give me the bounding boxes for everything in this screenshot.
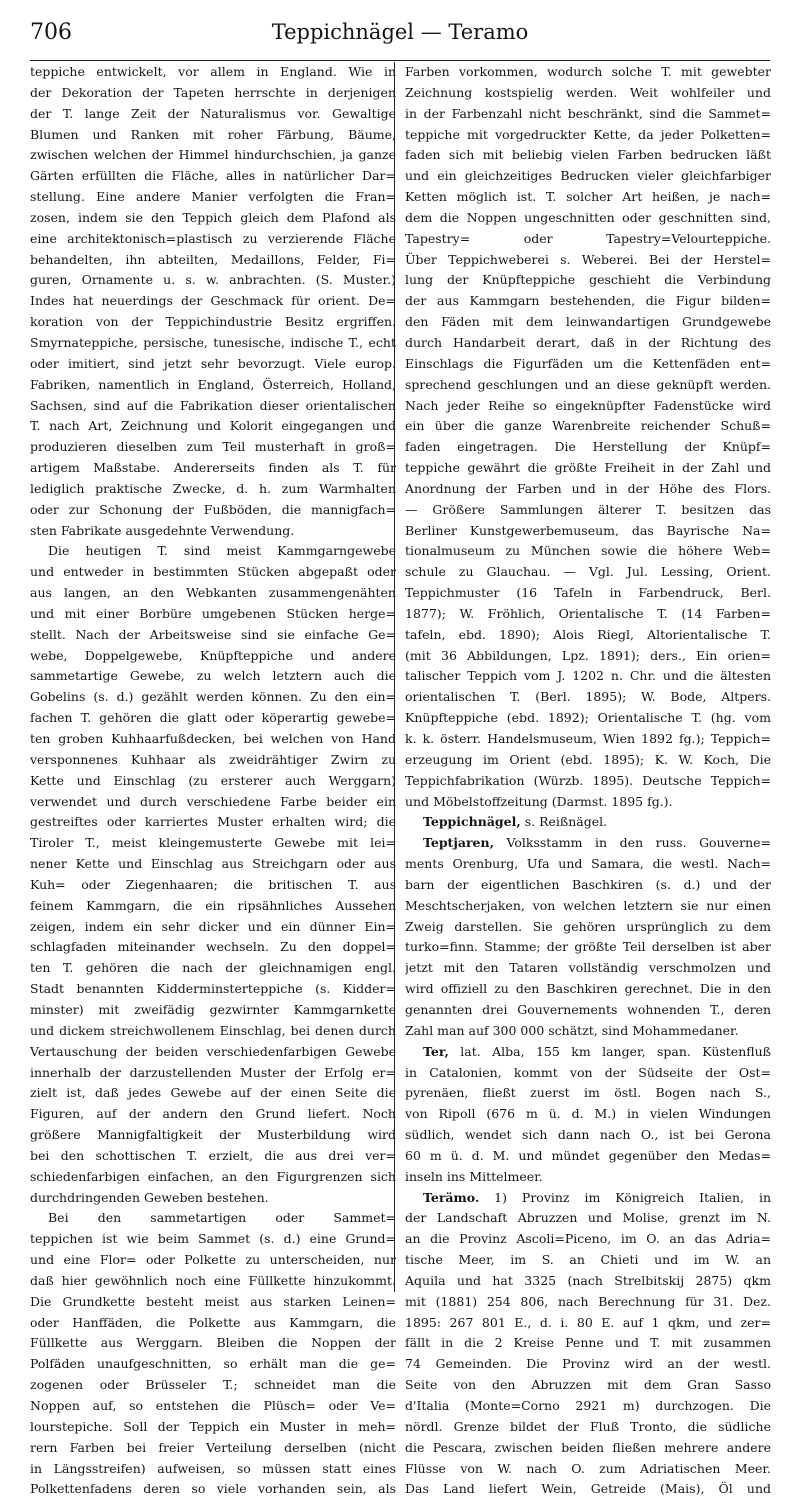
text-line: verwendet und durch verschiedene Farbe beider ein	[30, 793, 396, 809]
text-line: minster) mit zweifädig gezwirnter Kammgarnkette	[30, 1001, 396, 1017]
text-line: webe, Doppelgewebe, Knüpfteppiche und andere	[30, 647, 396, 663]
text-line: schiedenfarbigen einfachen, an den Figurgrenzen sich	[30, 1168, 396, 1184]
text-line: in der Farbenzahl nicht beschränkt, sind die Sammet=	[405, 105, 771, 121]
text-line: Teppichnägel, s. Reißnägel.	[423, 814, 608, 830]
text-line: k. k. österr. Handelsmuseum, Wien 1892 fg.); Teppich=	[405, 731, 771, 746]
text-line: teppiche gewährt die größte Freiheit in der Zahl und	[405, 460, 771, 476]
text-line: orientalischen T. (Berl. 1895); W. Bode, Altpers.	[405, 689, 771, 705]
text-line: von Ripoll (676 m ü. d. M.) in vielen Windungen	[405, 1106, 771, 1122]
text-line: ein über die ganze Warenbreite reichender Schuß=	[405, 418, 771, 434]
text-line: lediglich praktische Zwecke, d. h. zum Warmhalten	[30, 480, 396, 496]
running-head: Teppichnägel — Teramo	[271, 20, 529, 44]
text-line: Sachsen, sind auf die Fabrikation dieser orientalischen	[30, 397, 396, 413]
text-line: sprechend geschlungen und an diese geknüpft werden.	[405, 376, 771, 392]
text-line: Blumen und Ranken mit roher Färbung, Bäume,	[30, 126, 396, 142]
text-line: wird offiziell zu den Baschkiren gerechnet. Die in den	[405, 981, 771, 997]
text-line: lourstepiche. Soll der Teppich ein Muster in meh=	[30, 1418, 396, 1434]
text-line: Über Teppichweberei s. Weberei. Bei der Herstel=	[405, 251, 771, 267]
text-line: 1895: 267 801 E., d. i. 80 E. auf 1 qkm, und zer=	[405, 1314, 771, 1330]
text-line: Einschlags die Figurfäden um die Kettenfäden ent=	[405, 355, 771, 371]
entry-headword: Teppichnägel,	[423, 814, 521, 830]
text-line: Teppichmuster (16 Tafeln in Farbendruck, Berl.	[405, 585, 771, 601]
text-line: behandelten, ihn abteilten, Medaillons, Felder, Fi=	[30, 251, 396, 267]
text-line: tionalmuseum zu München sowie die höhere Web=	[405, 543, 771, 559]
text-line: faden eingetragen. Die Herstellung der Knüpf=	[405, 439, 771, 455]
text-line: Berliner Kunstgewerbemuseum, das Bayrische Na=	[405, 522, 771, 538]
text-line: zogenen oder Brüsseler T.; schneidet man die	[30, 1377, 396, 1393]
text-line: südlich, wendet sich dann nach O., ist bei Gerona	[405, 1127, 771, 1143]
text-line: genannten drei Gouvernements wohnenden T., deren	[405, 1001, 771, 1017]
text-line: turko=finn. Stamme; der größte Teil derselben ist aber	[405, 939, 771, 955]
text-line: koration von der Teppichindustrie Besitz ergriffen.	[30, 314, 396, 330]
text-line: ten groben Kuhhaarfußdecken, bei welchen von Hand	[30, 731, 396, 746]
text-line: oder imitiert, sind jetzt sehr bevorzugt. Viele europ.	[30, 355, 396, 371]
text-line: Die heutigen T. sind meist Kammgarngewebe	[48, 543, 396, 559]
text-line: dem die Noppen ungeschnitten oder geschnitten sind,	[405, 209, 771, 225]
text-line: Nach jeder Reihe so eingeknüpfter Fadenstücke wird	[405, 397, 771, 413]
text-line: ments Orenburg, Ufa und Samara, die westl. Nach=	[405, 856, 771, 872]
text-line: Kette und Einschlag (zu ersterer auch Werggarn)	[30, 772, 396, 788]
text-line: Zeichnung kostspielig werden. Weit wohlfeiler und	[405, 84, 771, 100]
text-line: Vertauschung der beiden verschiedenfarbigen Gewebe	[30, 1043, 396, 1059]
text-line: oder zur Schonung der Fußböden, die mannigfach=	[30, 501, 396, 517]
text-line: teppiche entwickelt, vor allem in England. Wie in	[30, 64, 396, 79]
text-line: Flüsse von W. nach O. zum Adriatischen Meer.	[405, 1460, 771, 1476]
text-line: Füllkette aus Werggarn. Bleiben die Noppen der	[30, 1335, 396, 1351]
text-line: teppiche mit vorgedruckter Kette, da jeder Polketten=	[405, 126, 771, 142]
text-line: größere Mannigfaltigkeit der Musterbildung wird	[30, 1127, 396, 1143]
text-line: die Pescara, zwischen beiden fließen mehrere andere	[405, 1439, 771, 1455]
text-line: stellt. Nach der Arbeitsweise sind sie einfache Ge=	[30, 626, 396, 642]
text-line: Terämo. 1) Provinz im Königreich Italien, in	[423, 1189, 771, 1205]
text-line: rern Farben bei freier Verteilung derselben (nicht	[30, 1439, 396, 1455]
text-line: Polkettenfadens deren so viele vorhanden sein, als	[30, 1481, 396, 1497]
text-line: Kuh= oder Ziegenhaaren; die britischen T. aus	[30, 876, 396, 892]
text-line: Ter, lat. Alba, 155 km langer, span. Küstenfluß	[423, 1043, 771, 1059]
text-line: tafeln, ebd. 1890); Alois Riegl, Altorientalische T.	[405, 626, 771, 642]
text-line: und ein gleichzeitiges Bedrucken vieler gleichfarbiger	[405, 168, 771, 184]
page-number: 706	[30, 20, 72, 45]
text-line: der Landschaft Abruzzen und Molise, grenzt im N.	[405, 1210, 771, 1226]
text-line: fachen T. gehören die glatt oder köperartig gewebe=	[30, 710, 396, 726]
text-line: Gobelins (s. d.) gezählt werden können. Zu den ein=	[30, 689, 396, 705]
entry-headword: Teptjaren,	[423, 835, 494, 851]
text-line: Tapestry= oder Tapestry=Velourteppiche.	[405, 230, 771, 246]
text-line: zwischen welchen der Himmel hindurchschien, ja ganze	[30, 147, 396, 163]
text-line: durchdringenden Geweben bestehen.	[30, 1189, 269, 1205]
text-line: und entweder in bestimmten Stücken abgepaßt oder	[30, 564, 396, 580]
text-line: Knüpfteppiche (ebd. 1892); Orientalische T. (hg. vom	[405, 710, 771, 726]
text-line: stellung. Eine andere Manier verfolgten die Fran=	[30, 189, 396, 205]
text-line: fällt in die 2 Kreise Penne und T. mit zusammen	[405, 1335, 771, 1351]
text-line: sten Fabrikate ausgedehnte Verwendung.	[30, 522, 295, 538]
text-line: artigem Maßstabe. Andererseits finden als T. für	[30, 460, 396, 476]
text-line: guren, Ornamente u. s. w. anbrachten. (S. Muster.)	[30, 272, 396, 288]
text-line: Smyrnateppiche, persische, tunesische, indische T., echt	[30, 334, 396, 350]
text-line: bei den schottischen T. erzielt, die aus drei ver=	[30, 1147, 396, 1163]
text-line: und eine Flor= oder Polkette zu unterscheiden, nur	[30, 1252, 396, 1268]
text-line: der aus Kammgarn bestehenden, die Figur bilden=	[405, 293, 771, 309]
text-line: den Fäden mit dem leinwandartigen Grundgewebe	[405, 314, 771, 330]
text-line: (mit 36 Abbildungen, Lpz. 1891); ders., Ein orien=	[405, 647, 771, 663]
text-line: 74 Gemeinden. Die Provinz wird an der westl.	[405, 1356, 771, 1372]
text-line: Farben vorkommen, wodurch solche T. mit gewebter	[405, 64, 771, 79]
text-line: pyrenäen, fließt zuerst im östl. Bogen nach S.,	[405, 1085, 771, 1101]
text-line: inseln ins Mittelmeer.	[405, 1168, 543, 1184]
text-line: mit (1881) 254 806, nach Berechnung für 31. Dez.	[405, 1293, 771, 1309]
text-line: zosen, indem sie den Teppich gleich dem Plafond als	[30, 209, 396, 225]
text-line: und Möbelstoffzeitung (Darmst. 1895 fg.).	[405, 793, 673, 809]
text-line: Teppichfabrikation (Würzb. 1895). Deutsche Teppich=	[405, 772, 771, 788]
text-line: nördl. Grenze bildet der Fluß Tronto, die südliche	[405, 1418, 771, 1434]
text-line: 60 m ü. d. M. und mündet gegenüber den Medas=	[405, 1147, 771, 1163]
text-line: feinem Kammgarn, die ein ripsähnliches Aussehen	[30, 897, 396, 913]
text-line: Ketten möglich ist. T. solcher Art heißen, je nach=	[405, 189, 771, 205]
text-line: in Catalonien, kommt von der Südseite der Ost=	[405, 1064, 771, 1080]
left-column	[30, 62, 396, 1500]
header-rule	[30, 60, 770, 61]
text-line: Gärten erfüllten die Fläche, alles in natürlicher Dar=	[30, 168, 396, 184]
right-column	[405, 62, 771, 1500]
text-line: barn der eigentlichen Baschkiren (s. d.) und der	[405, 876, 771, 892]
text-line: T. nach Art, Zeichnung und Kolorit eingegangen und	[30, 418, 396, 434]
text-line: versponnenes Kuhhaar als zweidrähtiger Zwirn zu	[30, 751, 396, 767]
text-line: Teptjaren, Volksstamm in den russ. Gouverne=	[423, 835, 771, 851]
text-line: Stadt benannten Kidderminsterteppiche (s. Kidder=	[30, 981, 396, 997]
text-line: der T. lange Zeit der Naturalismus vor. Gewaltige	[30, 105, 396, 121]
text-line: innerhalb der darzustellenden Muster der Erfolg er=	[30, 1064, 396, 1080]
text-line: Tiroler T., meist kleingemusterte Gewebe mit lei=	[30, 835, 396, 851]
text-line: Polfäden unaufgeschnitten, so erhält man die ge=	[30, 1356, 396, 1372]
text-line: Zweig darstellen. Sie gehören ursprünglich zu dem	[405, 918, 771, 934]
text-line: d'Italia (Monte=Corno 2921 m) durchzogen. Die	[405, 1398, 771, 1413]
text-line: 1877); W. Fröhlich, Orientalische T. (14 Farben=	[405, 605, 771, 621]
column-divider	[394, 62, 395, 1292]
text-line: an die Provinz Ascoli=Piceno, im O. an das Adria=	[405, 1231, 771, 1247]
text-line: daß hier gewöhnlich noch eine Füllkette hinzukommt.	[30, 1272, 396, 1288]
text-line: teppichen ist wie beim Sammet (s. d.) eine Grund=	[30, 1231, 396, 1247]
text-line: Aquila und hat 3325 (nach Strelbitskij 2875) qkm	[405, 1272, 771, 1288]
text-line: talischer Teppich vom J. 1202 n. Chr. und die ältesten	[405, 668, 771, 684]
text-line: aus langen, an den Webkanten zusammengenähten	[30, 585, 396, 601]
text-line: schlagfaden miteinander wechseln. Zu den doppel=	[30, 939, 396, 955]
text-line: Figuren, auf der andern den Grund liefert. Noch	[30, 1106, 396, 1122]
text-line: — Größere Sammlungen älterer T. besitzen das	[405, 501, 771, 517]
text-line: sammetartige Gewebe, zu welch letztern auch die	[30, 668, 396, 684]
text-line: Indes hat neuerdings der Geschmack für orient. De=	[30, 293, 396, 309]
text-line: zielt ist, daß jedes Gewebe auf der einen Seite die	[30, 1085, 396, 1101]
text-line: jetzt mit den Tataren vollständig verschmolzen und	[405, 960, 771, 976]
text-line: Seite von den Abruzzen mit dem Gran Sasso	[405, 1377, 771, 1393]
text-line: ten T. gehören die nach der gleichnamigen engl.	[30, 960, 396, 976]
entry-headword: Ter,	[423, 1043, 449, 1059]
text-line: Zahl man auf 300 000 schätzt, sind Mohammedaner.	[405, 1022, 739, 1038]
text-line: eine architektonisch=plastisch zu verzierende Fläche	[30, 230, 396, 246]
text-line: produzieren dieselben zum Teil musterhaft in groß=	[30, 439, 396, 455]
text-line: lung der Knüpfteppiche geschieht die Verbindung	[405, 272, 771, 288]
page-header	[30, 6, 770, 60]
text-line: und mit einer Borbüre umgebenen Stücken herge=	[30, 605, 396, 621]
text-line: gestreiftes oder karriertes Muster erhalten wird; die	[30, 814, 396, 830]
text-line: Das Land liefert Wein, Getreide (Mais), Öl und	[405, 1481, 771, 1497]
text-line: Fabriken, namentlich in England, Österreich, Holland,	[30, 376, 396, 392]
text-line: der Dekoration der Tapeten herrschte in derjenigen	[30, 84, 396, 100]
text-line: in Längsstreifen) aufweisen, so müssen statt eines	[30, 1460, 396, 1476]
text-line: schule zu Glauchau. — Vgl. Jul. Lessing, Orient.	[405, 564, 771, 580]
text-line: tische Meer, im S. an Chieti und im W. an	[405, 1252, 771, 1268]
text-line: und dickem streichwollenem Einschlag, bei denen durch	[30, 1022, 396, 1038]
entry-headword: Terämo.	[423, 1189, 480, 1205]
text-line: erzeugung im Orient (ebd. 1895); K. W. Koch, Die	[405, 751, 771, 767]
text-line: durch Handarbeit derart, daß in der Richtung des	[405, 334, 771, 350]
text-line: nener Kette und Einschlag aus Streichgarn oder aus	[30, 856, 396, 872]
text-line: Bei den sammetartigen oder Sammet=	[48, 1210, 396, 1226]
text-line: oder Hanffäden, die Polkette aus Kammgarn, die	[30, 1314, 396, 1330]
text-line: zeigen, indem ein sehr dicker und ein dünner Ein=	[30, 918, 396, 934]
text-line: Anordnung der Farben und in der Höhe des Flors.	[405, 480, 771, 496]
text-line: Die Grundkette besteht meist aus starken Leinen=	[30, 1293, 396, 1309]
text-line: Meschtscherjaken, von welchen letztern sie nur einen	[405, 897, 771, 913]
text-line: faden sich mit beliebig vielen Farben bedrucken läßt	[405, 147, 771, 163]
text-line: Noppen auf, so entstehen die Plüsch= oder Ve=	[30, 1398, 396, 1413]
